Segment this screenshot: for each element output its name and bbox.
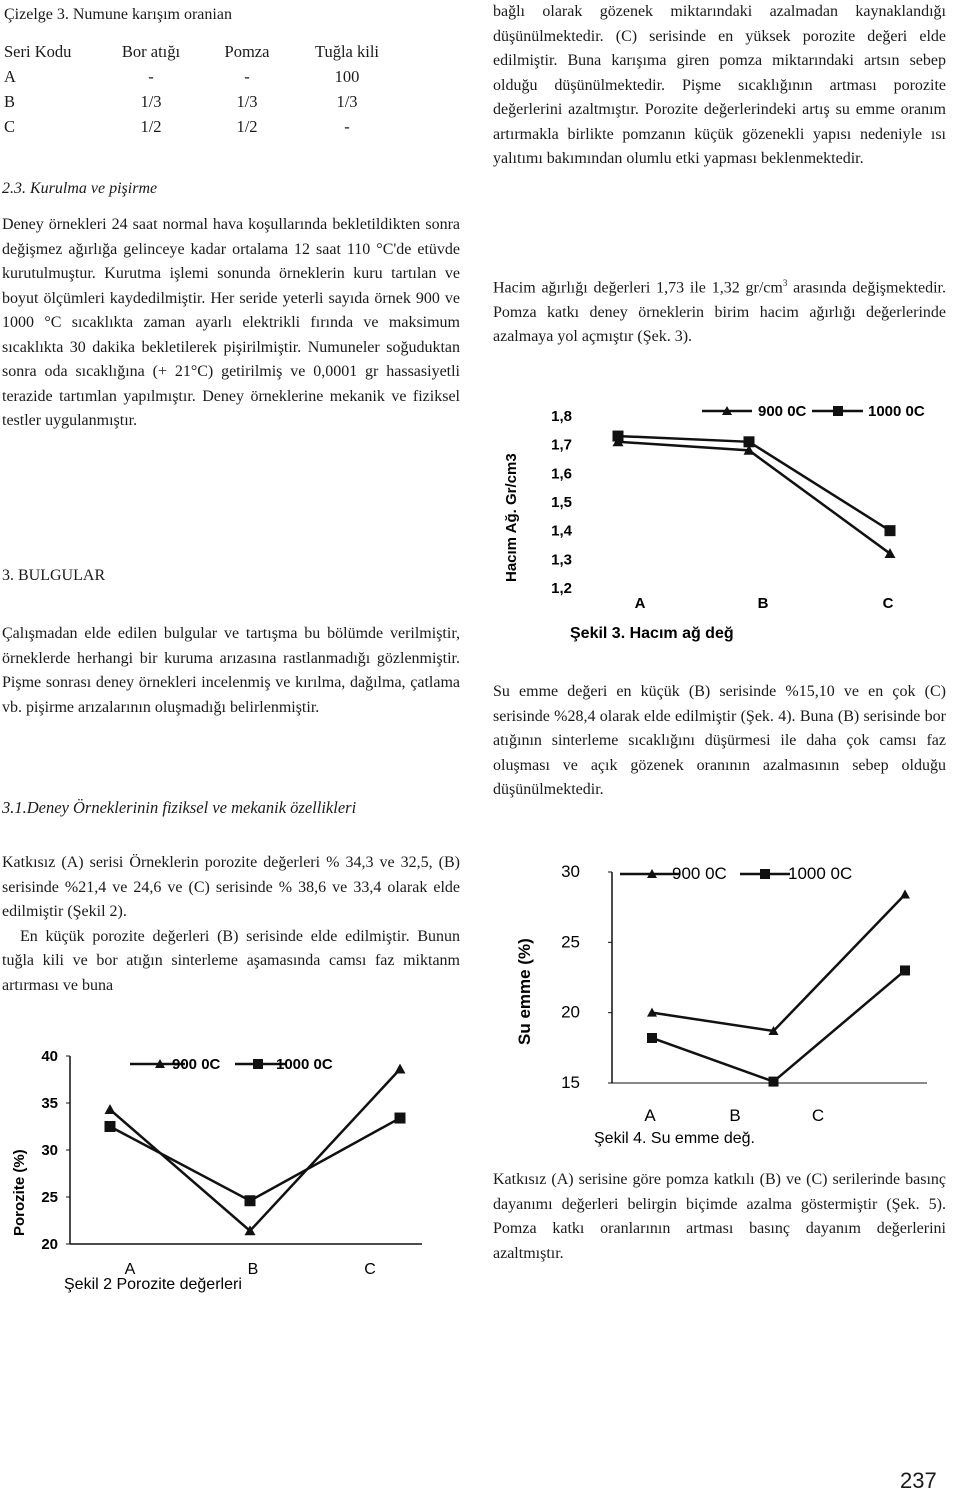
data-point-triangle <box>105 1104 116 1114</box>
series-layer <box>613 431 896 558</box>
text-run: arasında değişmektedir. Pomza katkı deney örneklerin birim hacim ağırlığı değerlerinde azalmaya yol açmıştır (Şek. 3). <box>493 279 946 346</box>
chart-hacim-agirligi <box>490 392 930 662</box>
y-tick-label: 30 <box>561 862 580 881</box>
series-line-900 <box>652 895 905 1031</box>
section-2-3 <box>2 178 460 434</box>
y-tick-label: 25 <box>41 1189 58 1206</box>
table-header-cell: Pomza <box>224 41 270 61</box>
table-cell: A <box>4 66 16 86</box>
table-cell: - <box>344 116 350 136</box>
y-tick-label: 1,6 <box>551 465 572 483</box>
section-heading: 3.1.Deney Örneklerinin fiziksel ve mekanik özellikleri <box>2 798 357 817</box>
x-tick-labels <box>644 1106 824 1125</box>
chart-axes <box>66 1056 422 1244</box>
series-line-1000 <box>618 436 890 531</box>
data-point-square <box>647 1033 657 1043</box>
data-point-square <box>395 1113 406 1124</box>
body-paragraph: Çalışmadan elde edilen bulgular ve tartışma bu bölümde verilmiştir, örneklerde herhangi bir kuruma arızasına rastlanmadığı gözlenmiştir. Pişme sonrası deney örnekleri incelenmiş ve kırılma, dağılma, çatlama vb. pişirme arızalarının oluşmadığı belirlenmiştir. <box>2 625 460 716</box>
y-axis-label: Hacım Ağ. Gr/cm3 <box>503 453 520 582</box>
table-header-row <box>4 39 404 64</box>
section-3-1-body <box>2 851 460 998</box>
body-paragraph: Katkısız (A) serisi Örneklerin porozite değerleri % 34,3 ve 32,5, (B) serisinde %21,4 ve 24,6 ve (C) serisinde % 38,6 ve 33,4 olarak elde edilmiştir (Şekil 2). <box>2 854 460 920</box>
y-tick-labels <box>41 1048 58 1253</box>
y-tick-label: 15 <box>561 1073 580 1092</box>
data-point-square <box>769 1077 779 1087</box>
body-paragraph: Deney örnekleri 24 saat normal hava koşullarında bekletildikten sonra değişmez ağırlığa gelinceye kadar ortalama 12 saat 110 °C'de etüvde kurutulmuştur. Kurutma işlemi sonunda örneklerin kuru tartılan ve boyut ölçümleri kaydedilmiştir. Her seride yeterli sayıda örnek 900 ve 1000 °C sıcaklıkta zaman ayarlı elektrikli fırında ve maksimum sıcaklıkta 30 dakika bekletilerek pişirilmiştir. Numuneler soğuduktan sonra oda sıcaklığına (+ 21°C) getirilmiş ve 0,0001 gr hassasiyetli terazide tartımlan yapılmıştır. Deney örneklerine mekanik ve fiziksel testler uygulanmıştır. <box>2 216 460 429</box>
y-tick-label: 35 <box>41 1095 58 1112</box>
data-point-square <box>613 431 624 442</box>
y-tick-labels <box>561 862 580 1092</box>
x-tick-label: A <box>124 1261 136 1278</box>
legend-label: 900 0C <box>672 864 727 883</box>
y-axis-label: Porozite (%) <box>11 1149 28 1236</box>
chart-su-emme <box>490 850 930 1150</box>
legend-label: 1000 0C <box>868 403 925 420</box>
series-line-900 <box>618 442 890 554</box>
section-3-1 <box>2 797 472 819</box>
y-tick-label: 20 <box>41 1236 58 1253</box>
table-row <box>4 64 404 89</box>
figure-caption: Şekil 4. Su emme değ. <box>594 1130 755 1147</box>
x-tick-labels <box>635 595 894 612</box>
y-tick-label: 1,5 <box>551 494 572 511</box>
legend-label: 1000 0C <box>276 1056 333 1073</box>
y-tick-label: 30 <box>41 1142 58 1159</box>
section-heading: 3. BULGULAR <box>2 567 106 584</box>
y-tick-label: 25 <box>561 932 580 952</box>
superscript: 3 <box>782 278 788 288</box>
table-cell: B <box>4 91 16 111</box>
figure-caption: Şekil 3. Hacım ağ değ <box>570 625 734 642</box>
table-cell: - <box>244 66 250 86</box>
x-tick-label: C <box>364 1261 376 1278</box>
data-point-square <box>900 965 910 975</box>
data-point-triangle <box>900 890 910 899</box>
x-tick-label: A <box>634 595 646 612</box>
table-cell: 1/2 <box>236 116 258 136</box>
legend-square-marker <box>760 869 770 879</box>
page-number: 237 <box>900 1468 937 1493</box>
table-row <box>4 89 404 114</box>
legend <box>702 403 925 420</box>
table-cell: 1/2 <box>140 116 162 136</box>
section-heading: 2.3. Kurulma ve pişirme <box>2 180 158 197</box>
right-paragraph-4 <box>493 1168 946 1266</box>
table-cell: C <box>4 116 16 136</box>
right-paragraph-2 <box>493 271 946 350</box>
x-tick-label: A <box>644 1106 656 1125</box>
right-paragraph-1 <box>493 0 946 172</box>
y-tick-labels <box>551 408 573 597</box>
y-tick-label: 40 <box>41 1048 58 1065</box>
mix-ratio-table <box>4 39 404 139</box>
series-layer <box>105 1064 406 1236</box>
legend-square-marker <box>833 406 843 416</box>
x-tick-label: B <box>757 595 769 612</box>
body-paragraph: Su emme değeri en küçük (B) serisinde %15,10 ve en çok (C) serisinde %28,4 olarak elde edilmiştir (Şek. 4). Buna (B) serisinde bor atığının sinterleme sıcaklığını düşürmesi ile daha çok camsı faz oluşması ve açık gözenek oranının azalmasının sebep olduğu düşünülmektedir. <box>493 683 946 798</box>
y-tick-label: 1,2 <box>551 580 572 597</box>
data-point-square <box>885 525 896 536</box>
legend-label: 900 0C <box>172 1056 221 1073</box>
x-tick-label: B <box>729 1106 741 1125</box>
legend-label: 1000 0C <box>788 864 853 883</box>
table-header-cell: Bor atığı <box>121 41 181 61</box>
table-header-cell: Seri Kodu <box>4 41 72 61</box>
body-paragraph <box>493 271 946 350</box>
series-line-1000 <box>110 1118 400 1201</box>
body-paragraph: bağlı olarak gözenek miktarındaki azalmadan kaynaklandığı düşünülmektedir. (C) serisinde en yüksek porozite değeri elde edilmiştir. Buna karışıma giren pomza miktarındaki artsın sebep olduğu düşünülmektedir. Pişme sıcaklığının artması porozite değerlerini azaltmıştır. Porozite değerlerindeki artış su emme oranım artırmakla birlikte pomzanın küçük gözenekli yapısı nedeniyle ısı yalıtımı bakımından olumlu etki yapması beklenmektedir. <box>493 3 946 167</box>
chart-axes <box>608 872 927 1083</box>
x-tick-label: C <box>811 1106 825 1125</box>
x-tick-label: B <box>247 1261 259 1278</box>
table-caption: Çizelge 3. Numune karışım oranian <box>4 6 232 23</box>
y-tick-label: 1,7 <box>551 436 572 454</box>
legend-square-marker <box>253 1059 263 1069</box>
y-tick-label: 20 <box>561 1002 580 1022</box>
table-cell: 1/3 <box>236 91 258 111</box>
x-tick-label: C <box>882 595 894 612</box>
y-tick-label: 1,8 <box>551 408 572 425</box>
section-3 <box>2 565 460 720</box>
data-point-square <box>744 436 755 447</box>
data-point-square <box>245 1195 256 1206</box>
legend <box>620 864 852 883</box>
legend-label: 900 0C <box>758 403 807 420</box>
body-paragraph: Katkısız (A) serisine göre pomza katkılı (B) ve (C) serilerinde basınç dayanımı değerleri belirgin biçimde azalma göstermiştir (Şek. 5). Pomza katkı oranlarının artması basınç dayanım değerlerini azaltmıştır. <box>493 1171 946 1262</box>
data-point-triangle <box>395 1064 406 1074</box>
y-tick-label: 1,4 <box>551 522 572 540</box>
series-layer <box>647 890 910 1087</box>
table-block <box>4 4 404 139</box>
table-header-cell: Tuğla kili <box>314 41 380 61</box>
right-paragraph-3 <box>493 680 946 803</box>
y-tick-label: 1,3 <box>551 551 572 569</box>
data-point-square <box>105 1121 116 1132</box>
body-paragraph: En küçük porozite değerleri (B) serisinde elde edilmiştir. Bunun tuğla kili ve bor atığın sinterleme aşamasında camsı faz miktanm artırması ve buna <box>2 927 460 994</box>
table-cell: 1/3 <box>140 91 162 111</box>
table-cell: 100 <box>334 66 360 86</box>
table-cell: 1/3 <box>336 91 358 111</box>
table-row <box>4 114 404 139</box>
y-axis-label: Su emme (%) <box>515 938 534 1045</box>
legend <box>130 1056 333 1073</box>
chart-porozite <box>0 1036 440 1298</box>
figure-caption: Şekil 2 Porozite değerleri <box>64 1276 242 1293</box>
text-run: Hacim ağırlığı değerleri 1,73 ile 1,32 gr/cm <box>493 279 783 297</box>
table-cell: - <box>148 66 154 86</box>
